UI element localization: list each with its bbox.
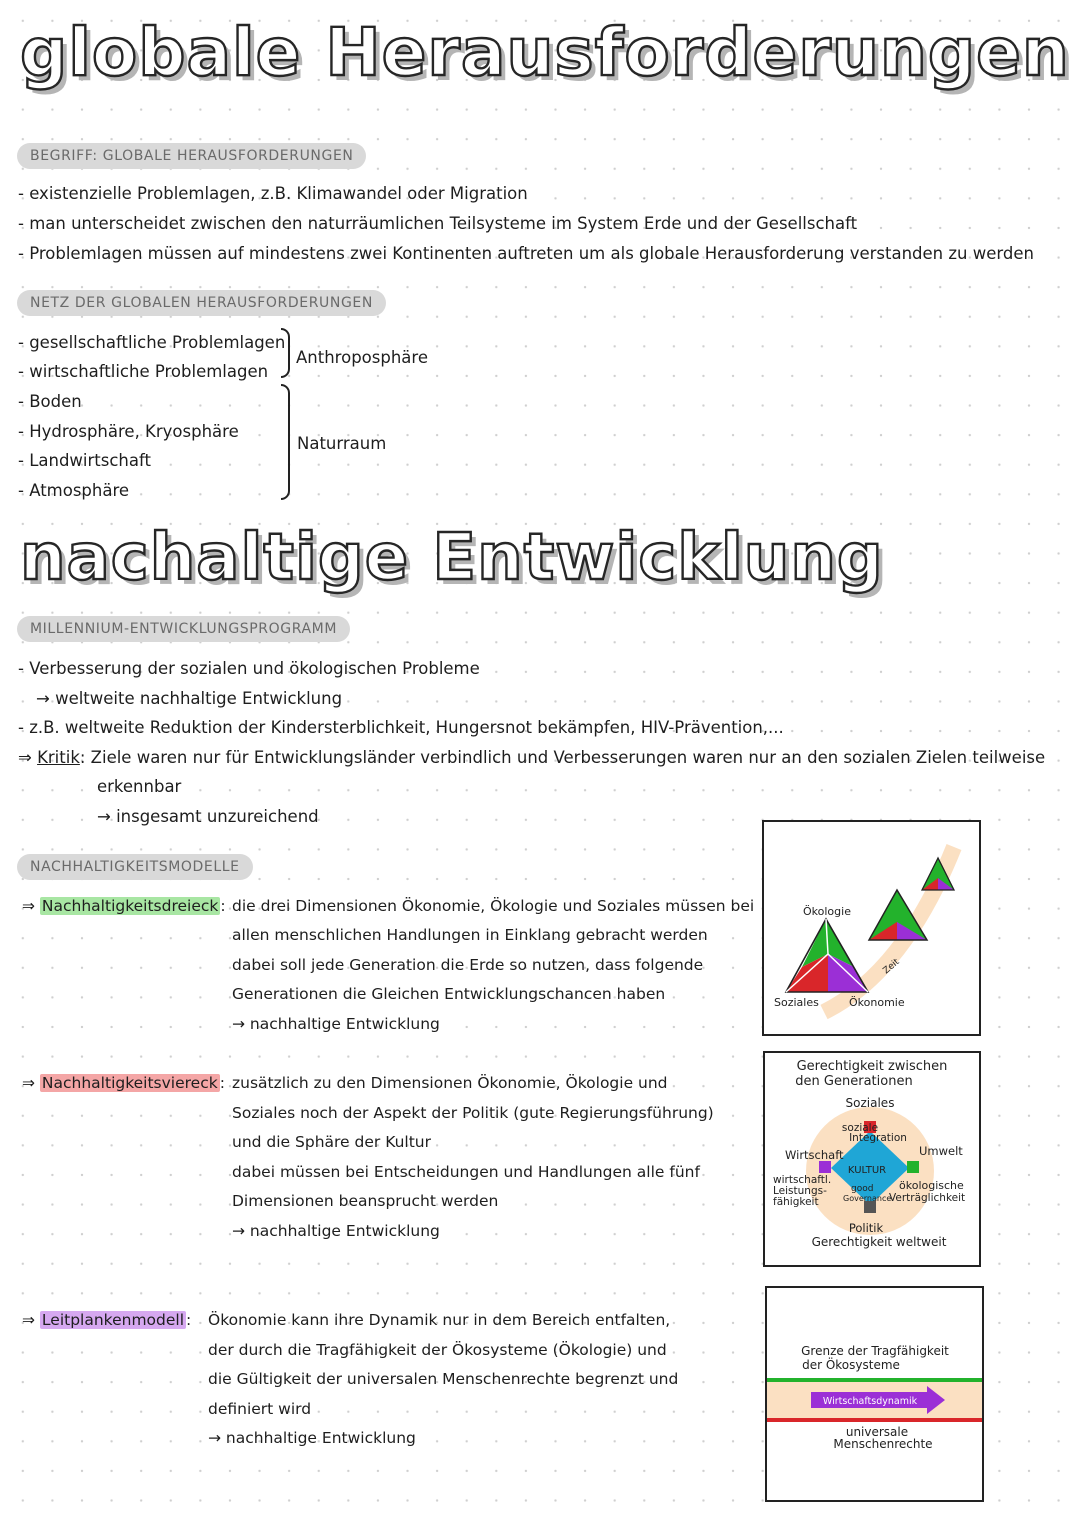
- wirtschaft-square: [819, 1161, 831, 1173]
- leitplanken-line: → nachhaltige Entwicklung: [208, 1429, 416, 1447]
- section-label-netz: NETZ DER GLOBALEN HERAUSFORDERUNGEN: [17, 290, 386, 316]
- section-title-nachhaltige-entwicklung: nachaltige Entwicklung: [20, 521, 884, 595]
- begriff-line-1: - existenzielle Problemlagen, z.B. Klimawandel oder Migration: [18, 184, 528, 203]
- netz-item: - Hydrosphäre, Kryosphäre: [18, 422, 239, 441]
- dreieck-line: → nachhaltige Entwicklung: [232, 1015, 440, 1033]
- label-oekosysteme: der Ökosysteme: [802, 1358, 900, 1372]
- kritik-text: : Ziele waren nur für Entwicklungsländer verbindlich und Verbesserungen waren nur an den sozialen Zielen teilweise: [79, 748, 1046, 767]
- group-label-naturraum: Naturraum: [297, 434, 387, 453]
- label-governance: Governance: [843, 1194, 892, 1203]
- label-universale: universale: [845, 1425, 909, 1439]
- colon: :: [186, 1311, 192, 1329]
- diagram-nachhaltigkeitsviereck: [763, 1051, 981, 1267]
- dreieck-line: die drei Dimensionen Ökonomie, Ökologie und Soziales müssen bei: [232, 897, 755, 915]
- label-zeit: Zeit: [881, 957, 902, 977]
- viereck-label: Nachhaltigkeitsviereck: [41, 1074, 218, 1092]
- viereck-line: und die Sphäre der Kultur: [232, 1133, 431, 1151]
- netz-item: - wirtschaftliche Problemlagen: [18, 362, 269, 381]
- label-wirtschaftsdynamik: Wirtschaftsdynamik: [822, 1396, 918, 1407]
- kritik-label: Kritik: [37, 748, 80, 767]
- viereck-line: Dimensionen beansprucht werden: [232, 1192, 499, 1210]
- leitplanken-line: die Gültigkeit der universalen Menschenrechte begrenzt und: [208, 1370, 679, 1388]
- viereck-heading: [22, 1074, 225, 1092]
- begriff-line-3: - Problemlagen müssen auf mindestens zwei Kontinenten auftreten um als globale Herausforderung verstanden zu werden: [18, 244, 1034, 263]
- millennium-line-3: - z.B. weltweite Reduktion der Kindersterblichkeit, Hungersnot bekämpfen, HIV-Prävention,...: [18, 718, 784, 737]
- viereck-line: → nachhaltige Entwicklung: [232, 1222, 440, 1240]
- viereck-line: Soziales noch der Aspekt der Politik (gute Regierungsführung): [232, 1104, 714, 1122]
- label-menschenrechte: Menschenrechte: [833, 1437, 933, 1451]
- leitplanken-line: der durch die Tragfähigkeit der Ökosysteme (Ökologie) und: [208, 1341, 667, 1359]
- label-leistungs: Leistungs-: [773, 1185, 827, 1197]
- millennium-line-1: - Verbesserung der sozialen und ökologischen Probleme: [18, 659, 480, 678]
- label-wirtschaftl: wirtschaftl.: [773, 1174, 832, 1186]
- leitplanken-line: definiert wird: [208, 1400, 312, 1418]
- netz-item: - Atmosphäre: [18, 481, 130, 500]
- section-label-begriff: BEGRIFF: GLOBALE HERAUSFORDERUNGEN: [17, 143, 366, 169]
- dreieck-figure: [764, 822, 979, 1034]
- label-integration: Integration: [849, 1132, 907, 1144]
- label-gerechtigkeit-weltweit: Gerechtigkeit weltweit: [811, 1235, 947, 1249]
- label-politik: Politik: [848, 1221, 884, 1235]
- viereck-figure: [765, 1053, 979, 1265]
- section-label-modelle: NACHHALTIGKEITSMODELLE: [17, 854, 253, 880]
- leitplanken-label: Leitplankenmodell: [41, 1311, 185, 1329]
- page-title: globale Herausforderungen: [20, 14, 1070, 91]
- label-kultur: KULTUR: [847, 1165, 887, 1176]
- kritik-line: [18, 748, 1045, 767]
- label-gen-1: Gerechtigkeit zwischen: [796, 1059, 948, 1074]
- diagram-leitplankenmodell: [765, 1286, 984, 1502]
- colon: :: [219, 1074, 225, 1092]
- dreieck-line: allen menschlichen Handlungen in Einklang gebracht werden: [232, 926, 708, 944]
- leitplanken-line: Ökonomie kann ihre Dynamik nur in dem Bereich entfalten,: [208, 1311, 671, 1329]
- brace-anthroposphaere: [281, 328, 290, 378]
- label-faehigkeit: fähigkeit: [773, 1196, 819, 1208]
- dreieck-line: Generationen die Gleichen Entwicklungschancen haben: [232, 985, 666, 1003]
- leitplanken-figure: [767, 1288, 982, 1500]
- label-soziales: Soziales: [774, 996, 819, 1009]
- label-oekologie: Ökologie: [803, 905, 851, 918]
- double-arrow-icon: ⇒: [18, 748, 38, 767]
- label-grenze: Grenze der Tragfähigkeit: [801, 1344, 949, 1358]
- leitplanken-heading: [22, 1311, 191, 1329]
- dreieck-label: Nachhaltigkeitsdreieck: [41, 897, 219, 915]
- kritik-continuation: erkennbar: [97, 777, 182, 796]
- umwelt-square: [907, 1161, 919, 1173]
- group-label-anthroposphaere: Anthroposphäre: [296, 348, 428, 367]
- triangle-large: [786, 919, 868, 992]
- viereck-line: zusätzlich zu den Dimensionen Ökonomie, Ökologie und: [232, 1074, 668, 1092]
- label-oekonomie: Ökonomie: [849, 996, 905, 1009]
- double-arrow-icon: ⇒: [22, 1074, 40, 1092]
- double-arrow-icon: ⇒: [22, 897, 40, 915]
- label-umwelt: Umwelt: [919, 1144, 963, 1158]
- kritik-conclusion: → insgesamt unzureichend: [97, 807, 319, 826]
- millennium-line-2: → weltweite nachhaltige Entwicklung: [36, 689, 343, 708]
- dreieck-heading: [22, 897, 226, 915]
- netz-item: - Landwirtschaft: [18, 451, 151, 470]
- diagram-nachhaltigkeitsdreieck: [762, 820, 981, 1036]
- viereck-line: dabei müssen bei Entscheidungen und Handlungen alle fünf: [232, 1163, 700, 1181]
- label-oekologische: ökologische: [899, 1179, 964, 1192]
- netz-item: - Boden: [18, 392, 82, 411]
- double-arrow-icon: ⇒: [22, 1311, 40, 1329]
- label-soziale: soziale: [841, 1122, 879, 1134]
- label-good: good: [851, 1184, 874, 1194]
- begriff-line-2: - man unterscheidet zwischen den naturräumlichen Teilsysteme im System Erde und der Gesellschaft: [18, 214, 858, 233]
- label-gen-2: den Generationen: [795, 1074, 913, 1089]
- brace-naturraum: [281, 384, 290, 500]
- section-label-millennium: MILLENNIUM-ENTWICKLUNGSPROGRAMM: [17, 616, 350, 642]
- dreieck-line: dabei soll jede Generation die Erde so nutzen, dass folgende: [232, 956, 704, 974]
- label-wirtschaft: Wirtschaft: [785, 1148, 844, 1162]
- colon: :: [220, 897, 226, 915]
- netz-item: - gesellschaftliche Problemlagen: [18, 333, 286, 352]
- label-soziales: Soziales: [845, 1096, 895, 1110]
- label-vertraeglichkeit: Verträglichkeit: [889, 1192, 966, 1204]
